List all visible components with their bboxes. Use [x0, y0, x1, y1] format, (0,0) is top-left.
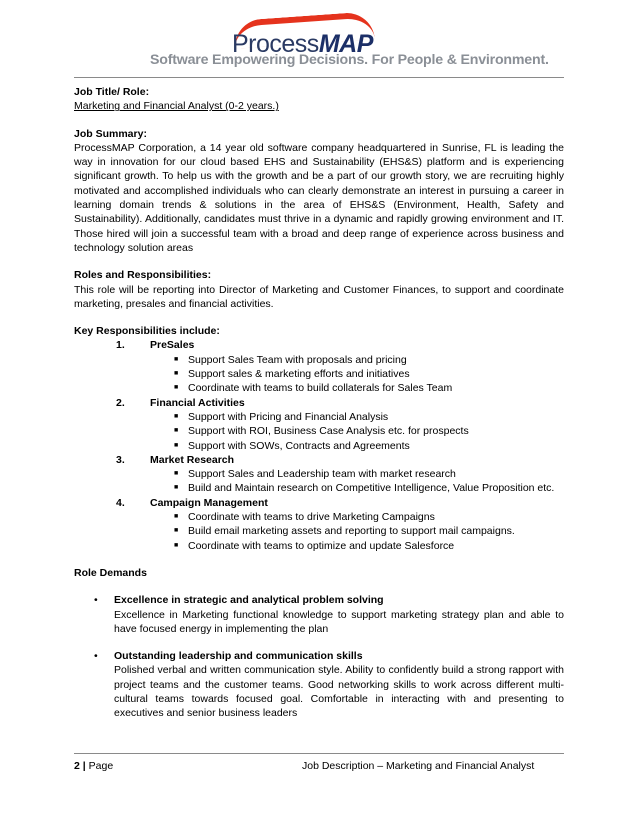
- page-label: Page: [88, 760, 114, 772]
- key-responsibilities-heading: Key Responsibilities include:: [74, 325, 220, 338]
- list-item: Support with Pricing and Financial Analysis: [188, 410, 389, 423]
- bullet-dot-icon: •: [94, 650, 98, 663]
- role-demand-item: [74, 593, 564, 636]
- group-number: 4.: [116, 496, 125, 509]
- square-bullet-icon: ■: [174, 541, 179, 549]
- role-demands-heading: Role Demands: [74, 566, 147, 579]
- group-title: Campaign Management: [150, 496, 268, 509]
- roles-text: This role will be reporting into Director of Marketing and Customer Finances, to support and coordinate marketing, presales and financial activities.: [74, 283, 564, 310]
- roles-heading: Roles and Responsibilities:: [74, 269, 212, 282]
- tagline: Software Empowering Decisions. For People & Environment.: [150, 52, 549, 68]
- list-item: Support Sales and Leadership team with market research: [188, 468, 456, 481]
- job-title-heading: Job Title/ Role:: [74, 86, 150, 98]
- square-bullet-icon: ■: [174, 370, 179, 378]
- role-demand-text: Polished verbal and written communication style. Ability to confidently build a strong rapport with project teams and the customer teams. Good networking skills to work across different multi-cultural teams towards focused goal. Comfortable in interacting with and presenting to executives and senior business leaders: [114, 664, 564, 720]
- square-bullet-icon: ■: [174, 441, 179, 449]
- job-summary-text: ProcessMAP Corporation, a 14 year old software company headquartered in Sunrise, FL is leading the way in innovation for our cloud based EHS and Sustainability (EHS&S) platform and is experiencing significant growth. To help us with the growth and be a part of our growth story, we are recruiting highly motivated and accomplished individuals who can clearly demonstrate an interest in pursuing a career in learning domain trends & solutions in the area of EHS&S (Environment, Health, Safety and Sustainability). Additionally, candidates must thrive in a dynamic and rapidly growing environment and IT. Those hired will join a successful team with a broad and deep range of experience across business and technology solution areas: [74, 141, 564, 254]
- square-bullet-icon: ■: [174, 484, 179, 492]
- group-title: Financial Activities: [150, 396, 245, 409]
- logo-text-process: Process: [232, 30, 319, 58]
- role-demand-title: Excellence in strategic and analytical problem solving: [114, 594, 384, 607]
- list-item: Coordinate with teams to drive Marketing Campaigns: [188, 511, 435, 524]
- group-title: Market Research: [150, 453, 235, 466]
- responsibility-group-market-research: [74, 453, 564, 496]
- role-demand-item: [74, 649, 564, 720]
- responsibility-group-campaign: [74, 496, 564, 553]
- square-bullet-icon: ■: [174, 355, 179, 363]
- square-bullet-icon: ■: [174, 427, 179, 435]
- role-demand-title: Outstanding leadership and communication skills: [114, 650, 363, 663]
- square-bullet-icon: ■: [174, 412, 179, 420]
- square-bullet-icon: ■: [174, 513, 179, 521]
- list-item: Support Sales Team with proposals and pricing: [188, 353, 407, 366]
- square-bullet-icon: ■: [174, 384, 179, 392]
- square-bullet-icon: ■: [174, 470, 179, 478]
- list-item: Build and Maintain research on Competitive Intelligence, Value Proposition etc.: [188, 482, 555, 495]
- list-item: Coordinate with teams to optimize and update Salesforce: [188, 539, 455, 552]
- page-number: 2: [74, 760, 80, 772]
- role-demand-text: Excellence in Marketing functional knowledge to support marketing strategy plan and able to have focused energy in implementing the plan: [114, 608, 564, 635]
- group-number: 2.: [116, 396, 125, 409]
- list-item: Support with ROI, Business Case Analysis etc. for prospects: [188, 425, 469, 438]
- list-item: Support sales & marketing efforts and initiatives: [188, 368, 410, 381]
- group-number: 3.: [116, 453, 125, 466]
- responsibility-group-financial: [74, 396, 564, 453]
- group-title: PreSales: [150, 339, 195, 352]
- bullet-dot-icon: •: [94, 594, 98, 607]
- job-title-value: Marketing and Financial Analyst (0-2 years.): [74, 100, 279, 113]
- job-summary-heading: Job Summary:: [74, 127, 147, 140]
- processmap-logo: [232, 16, 412, 56]
- logo-text-map: MAP: [318, 30, 373, 58]
- document-body: [74, 85, 564, 721]
- page-footer-number: [74, 760, 113, 772]
- responsibility-group-presales: [74, 338, 564, 395]
- header-divider: [74, 77, 564, 78]
- list-item: Support with SOWs, Contracts and Agreements: [188, 439, 410, 452]
- group-number: 1.: [116, 339, 125, 352]
- footer-doc-title: Job Description – Marketing and Financial Analyst: [302, 760, 535, 772]
- footer-separator: |: [82, 760, 86, 772]
- list-item: Coordinate with teams to build collaterals for Sales Team: [188, 382, 453, 395]
- list-item: Build email marketing assets and reporting to support mail campaigns.: [188, 525, 515, 538]
- footer-divider: [74, 753, 564, 754]
- square-bullet-icon: ■: [174, 527, 179, 535]
